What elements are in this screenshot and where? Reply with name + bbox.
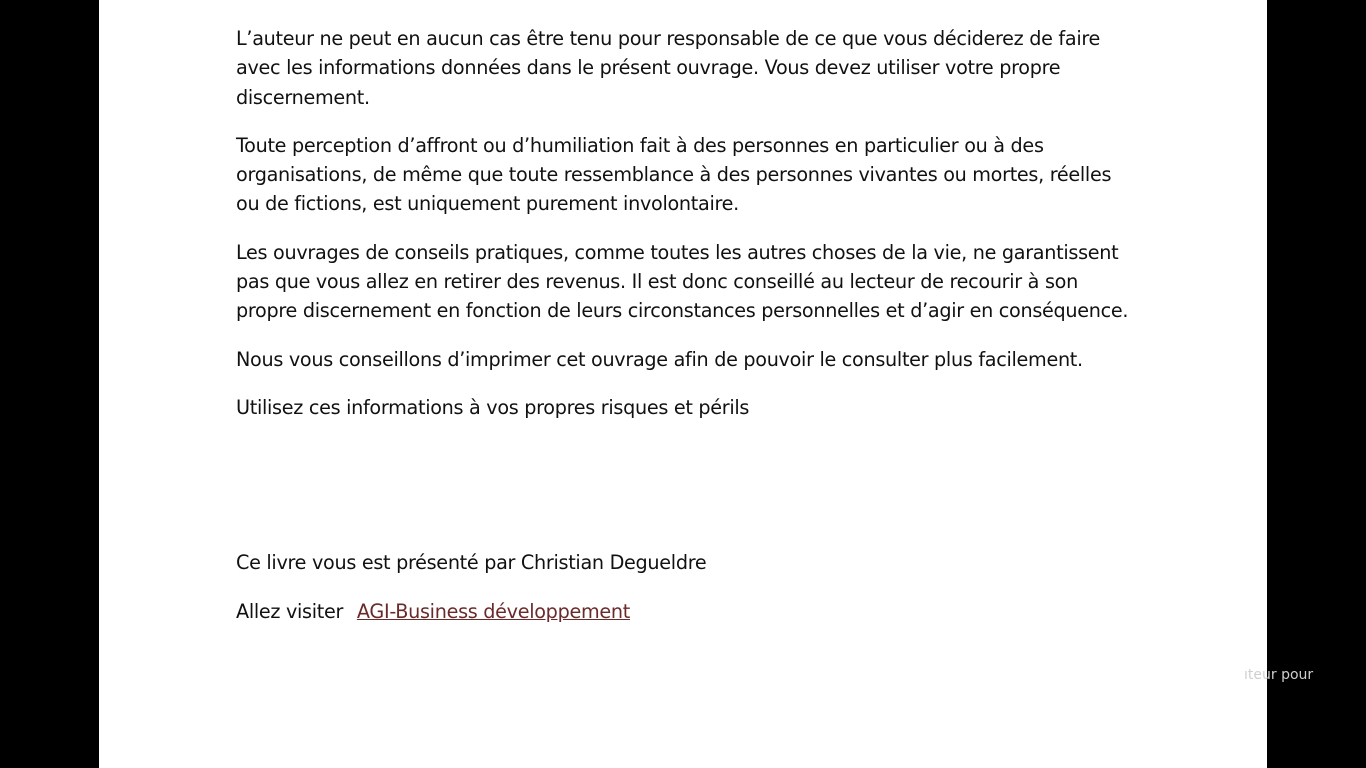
paragraph-resemblance: Toute perception d’affront ou d’humiliation fait à des personnes en particulier ou à des organisations, de même que toute ressemblance à des personnes vivantes ou mortes, réelles ou de fictions, est uniquement purement involontaire. — [236, 133, 1112, 216]
document-page — [99, 0, 1267, 768]
cut-off-text-line — [236, 0, 1136, 2]
overlay-text-fragment: ıteur pour — [1244, 667, 1314, 683]
paragraph-risk: Utilisez ces informations à vos propres risques et périls — [236, 395, 750, 419]
blank-space — [236, 441, 1136, 548]
visit-prefix: Allez visiter — [236, 599, 344, 623]
presented-by: Ce livre vous est présenté par Christian Degueldre — [236, 551, 707, 575]
paragraph-advice: Les ouvrages de conseils pratiques, comme toutes les autres choses de la vie, ne garantissent pas que vous allez en retirer des revenus. Il est donc conseillé au lecteur de recourir à son propre discernement en fonction de leurs circonstances personnelles et d’agir en conséquence. — [236, 240, 1129, 323]
agi-business-link[interactable]: AGI-Business développement — [356, 599, 630, 623]
visit-line — [236, 597, 1136, 626]
document-body — [236, 24, 1136, 645]
paragraph-liability: L’auteur ne peut en aucun cas être tenu pour responsable de ce que vous déciderez de faire avec les informations données dans le présent ouvrage. Vous devez utiliser votre propre discernement. — [236, 27, 1101, 109]
paragraph-print: Nous vous conseillons d’imprimer cet ouvrage afin de pouvoir le consulter plus facilement. — [236, 347, 1083, 371]
